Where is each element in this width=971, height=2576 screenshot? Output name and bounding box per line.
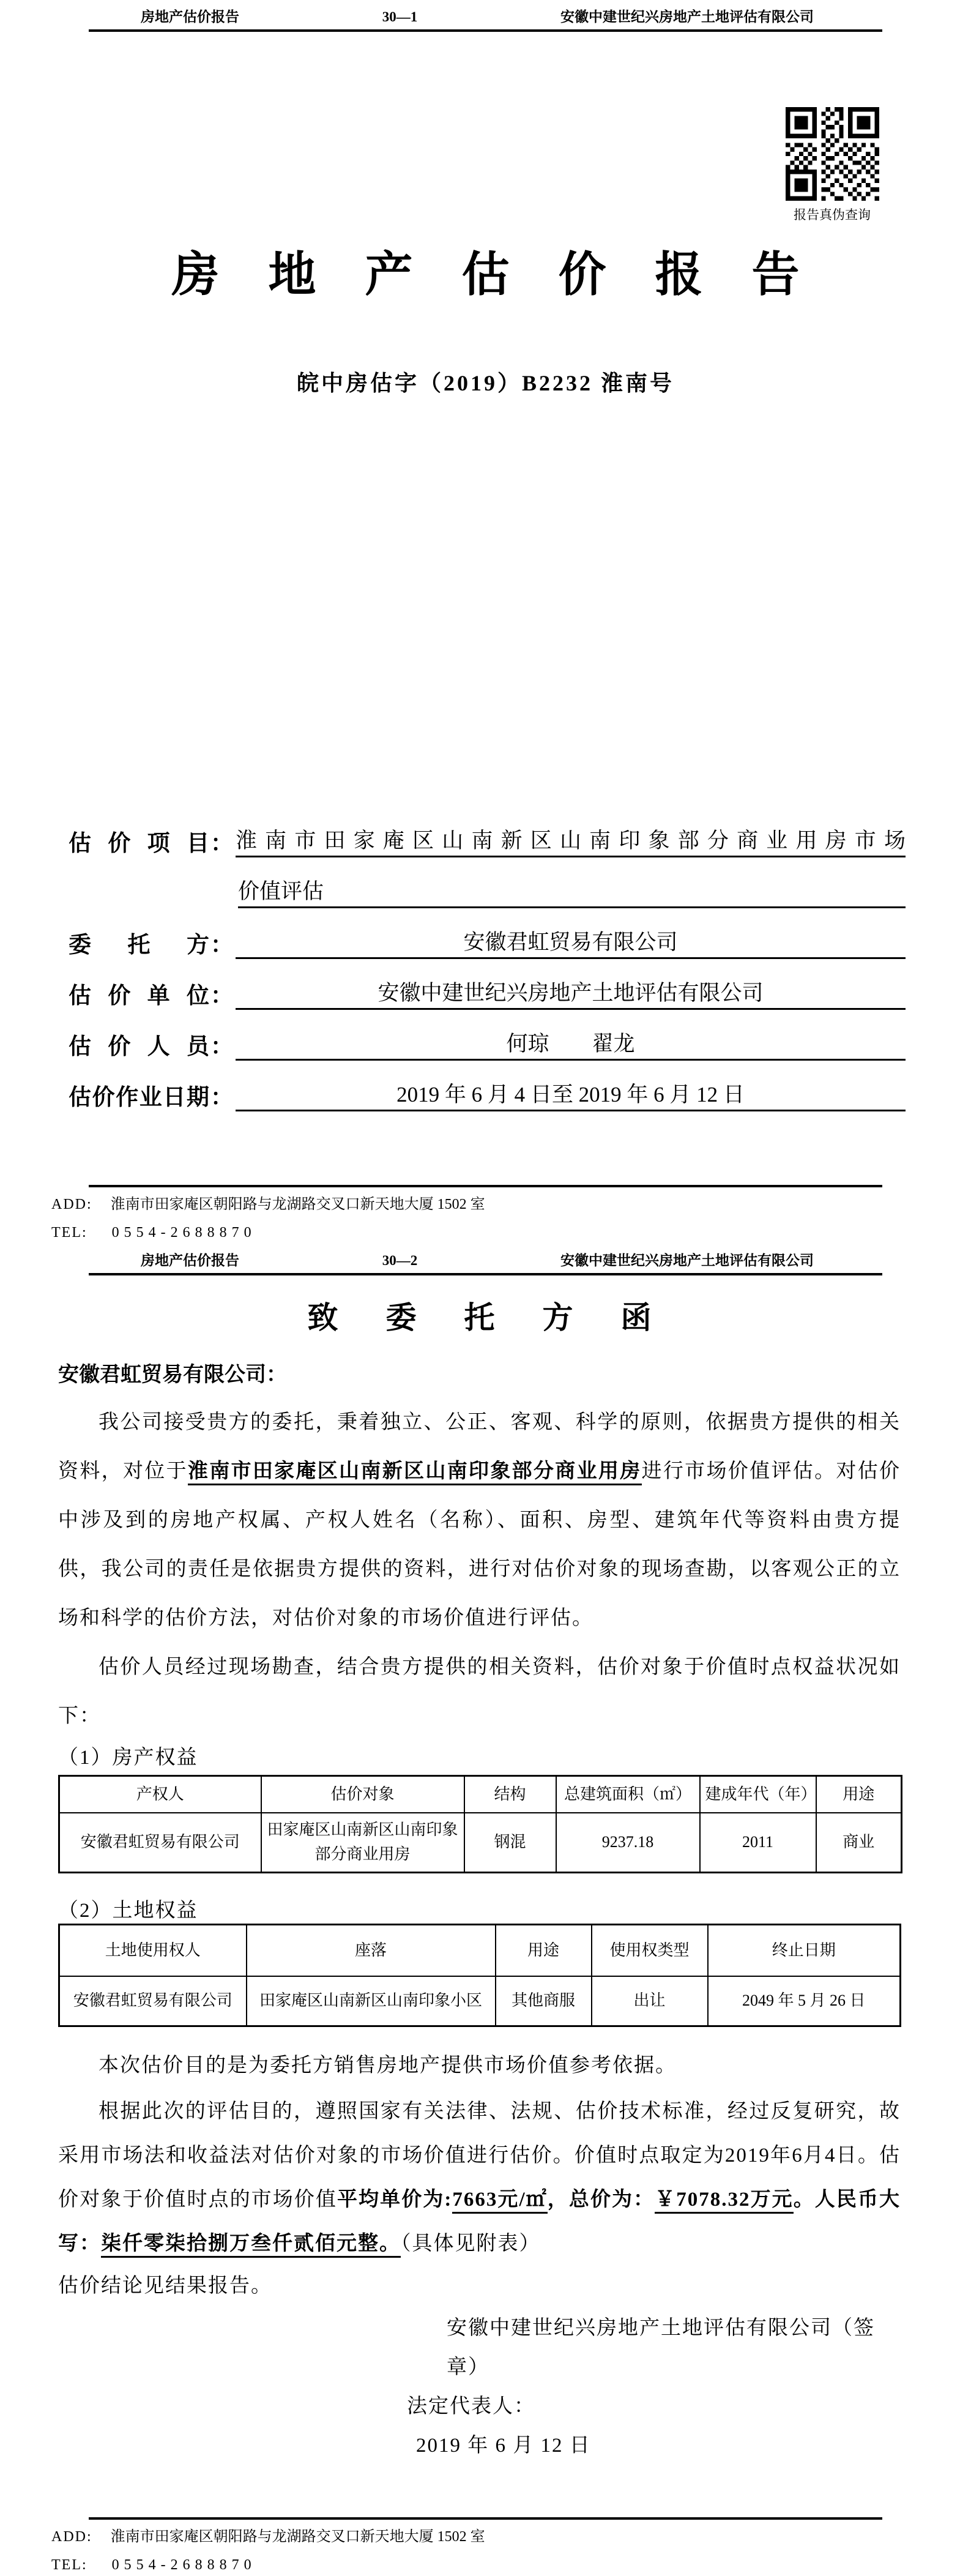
field-project-colon: ： <box>210 831 233 856</box>
page-1-cover <box>0 0 971 1244</box>
field-project-row-2 <box>69 857 906 908</box>
para1-subject-emphasis: 淮南市田家庵区山南新区山南印象部分商业用房 <box>188 1460 642 1485</box>
field-workdate-value: 2019 年 6 月 4 日至 2019 年 6 月 12 日 <box>236 1080 906 1111</box>
land-rights-table <box>58 1924 901 2027</box>
field-appraisers-row <box>69 1010 906 1061</box>
col-floor-area: 总建筑面积（㎡） <box>556 1776 700 1813</box>
qr-caption: 报告真伪查询 <box>794 207 871 222</box>
letter-paragraph-2: 估价人员经过现场勘查，结合贵方提供的相关资料，估价对象于价值时点权益状况如下： <box>58 1656 901 1727</box>
field-project-row <box>69 807 906 857</box>
cell-right-type: 出让 <box>592 1976 708 2026</box>
qr-verification-block <box>784 107 880 223</box>
field-agency-colon: ： <box>210 983 233 1009</box>
field-project-value-line2: 价值评估 <box>238 877 906 908</box>
cell-year-built: 2011 <box>700 1813 816 1873</box>
field-appraisers-colon: ： <box>210 1034 233 1059</box>
header-rule <box>89 29 882 32</box>
letter-title: 致委托方函 <box>307 1301 699 1335</box>
capital-words-value: 柒仟零柒拾捌万叁仟贰佰元整。 <box>101 2233 401 2258</box>
field-client-value: 安徽君虹贸易有限公司 <box>236 928 906 959</box>
footer-add-value: 淮南市田家庵区朝阳路与龙湖路交叉口新天地大厦 1502 室 <box>110 1197 485 1212</box>
footer-rule <box>89 1185 882 1187</box>
unit-price-value: 7663元/㎡ <box>452 2189 547 2214</box>
cell-location: 田家庵区山南新区山南印象小区 <box>247 1976 496 2026</box>
footer-add-label: ADD: <box>51 2529 92 2545</box>
field-client-colon: ： <box>210 932 233 958</box>
letter-salutation: 安徽君虹贸易有限公司： <box>58 1364 287 1386</box>
letter-paragraph-4 <box>58 2089 901 2266</box>
cell-floor-area: 9237.18 <box>556 1813 700 1873</box>
footer-tel-line <box>51 2554 971 2576</box>
col-subject: 估价对象 <box>261 1776 464 1813</box>
cell-owner: 安徽君虹贸易有限公司 <box>59 1813 261 1873</box>
total-price-value: ￥7078.32万元 <box>655 2189 794 2214</box>
land-table-header-row <box>59 1925 901 1976</box>
footer-address-line <box>51 2526 971 2548</box>
para1-text: 我公司接受贵方的委托，秉着独立、公正、客观、科学的原则，依据贵方提供的相关资料，对位于 <box>58 1411 901 1482</box>
unit-price-label: 平均单价为: <box>337 2189 453 2211</box>
signature-company: 安徽中建世纪兴房地产土地评估有限公司（签章） <box>447 2317 875 2378</box>
cell-use: 商业 <box>816 1813 902 1873</box>
land-table-data-row <box>59 1976 901 2026</box>
col-structure: 结构 <box>464 1776 556 1813</box>
section-1-property-rights: （1）房产权益 <box>58 1747 198 1769</box>
field-appraisers-value: 何琼 翟龙 <box>236 1029 906 1061</box>
page2-footer <box>0 2517 971 2576</box>
report-title: 房地产估价报告 <box>171 248 849 301</box>
running-header-page-number: 30—1 <box>382 9 418 24</box>
running-header-page-number: 30—2 <box>382 1253 418 1268</box>
header-rule <box>89 1273 882 1275</box>
property-table-header-row <box>59 1776 902 1813</box>
cell-structure: 钢混 <box>464 1813 556 1873</box>
field-project-value-line1: 淮南市田家庵区山南新区山南印象部分商业用房市场 <box>236 826 906 857</box>
cell-land-user: 安徽君虹贸易有限公司 <box>59 1976 247 2026</box>
footer-tel-label: TEL: <box>51 2557 87 2573</box>
running-header-doc-type: 房地产估价报告 <box>141 1253 239 1268</box>
footer-add-value: 淮南市田家庵区朝阳路与龙湖路交叉口新天地大厦 1502 室 <box>110 2529 485 2545</box>
running-header-company: 安徽中建世纪兴房地产土地评估有限公司 <box>560 9 814 24</box>
page-2-letter <box>0 1244 971 2576</box>
col-expiry-date: 终止日期 <box>708 1925 901 1976</box>
page1-running-header <box>0 0 971 29</box>
col-right-type: 使用权类型 <box>592 1925 708 1976</box>
property-table-data-row <box>59 1813 902 1873</box>
footer-tel-line <box>51 1222 971 1244</box>
letter-paragraph-5: 估价结论见结果报告。 <box>58 2275 272 2297</box>
col-location: 座落 <box>247 1925 496 1976</box>
footer-add-label: ADD: <box>51 1197 92 1212</box>
section-2-land-rights: （2）土地权益 <box>58 1900 198 1922</box>
footer-tel-value: 0554-2688870 <box>111 1225 256 1241</box>
footer-tel-value: 0554-2688870 <box>111 2557 256 2573</box>
running-header-company: 安徽中建世纪兴房地产土地评估有限公司 <box>560 1253 814 1268</box>
field-agency-row <box>69 959 906 1010</box>
cover-fields <box>69 807 906 1111</box>
field-workdate-label: 估价作业日期 <box>69 1085 209 1110</box>
letter-content <box>0 1299 971 2465</box>
footer-rule <box>89 2517 882 2520</box>
page2-running-header <box>0 1244 971 1273</box>
col-year-built: 建成年代（年） <box>700 1776 816 1813</box>
cell-expiry-date: 2049 年 5 月 26 日 <box>708 1976 901 2026</box>
qr-code-icon <box>786 107 879 201</box>
field-workdate-row <box>69 1061 906 1111</box>
letter-paragraph-1 <box>58 1398 901 1643</box>
running-header-doc-type: 房地产估价报告 <box>141 9 239 24</box>
signature-date: 2019 年 6 月 12 日 <box>416 2435 591 2457</box>
report-number: 皖中房估字（2019）B2232 淮南号 <box>296 371 674 395</box>
footer-tel-label: TEL: <box>51 1225 87 1241</box>
col-use: 用途 <box>816 1776 902 1813</box>
total-price-label: ，总价为： <box>547 2189 655 2211</box>
field-project-label: 估价项目 <box>69 831 209 856</box>
field-agency-value: 安徽中建世纪兴房地产土地评估有限公司 <box>236 979 906 1010</box>
footer-address-line <box>51 1193 971 1215</box>
field-agency-label: 估价单位 <box>69 983 209 1009</box>
para4-text: 根据此次的评估目的，遵照国家有关法律、法规、估价技术标准，经过反复研究，故采用市场法和收益法对估价对象的市场价值进行估价。价值时点取定为2019年6月4日。估价对象于价值时点的市场价值 <box>58 2100 901 2211</box>
col-owner: 产权人 <box>59 1776 261 1813</box>
col-land-use: 用途 <box>496 1925 592 1976</box>
field-workdate-colon: ： <box>210 1085 233 1110</box>
letter-paragraph-3: 本次估价目的是为委托方销售房地产提供市场价值参考依据。 <box>99 2055 677 2077</box>
field-appraisers-label: 估价人员 <box>69 1034 209 1059</box>
para1-text-cont: 进行市场价值评估。对估价中涉及到的房地产权属、产权人姓名（名称）、面积、房型、建筑年代等资料由贵方提供，我公司的责任是依据贵方提供的资料，进行对估价对象的现场查勘，以客观公正的立场和科学的估价方法，对估价对象的市场价值进行评估。 <box>58 1460 901 1629</box>
see-appendix-note: （具体见附表） <box>401 2233 541 2255</box>
field-client-label: 委托方 <box>69 932 209 958</box>
col-land-user: 土地使用权人 <box>59 1925 247 1976</box>
capital-words-label: 。人民币大写： <box>58 2189 901 2255</box>
page1-footer <box>0 1185 971 1244</box>
cell-land-use: 其他商服 <box>496 1976 592 2026</box>
signature-legal-representative: 法定代表人： <box>407 2395 535 2417</box>
field-client-row <box>69 908 906 959</box>
property-rights-table <box>58 1775 902 1873</box>
cell-subject: 田家庵区山南新区山南印象部分商业用房 <box>261 1813 464 1873</box>
